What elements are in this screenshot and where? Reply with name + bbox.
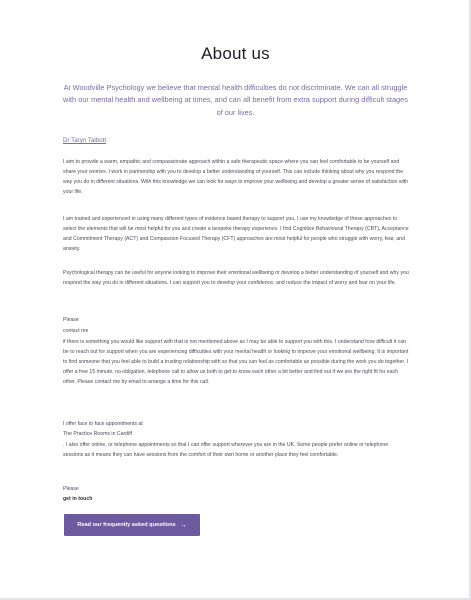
please-text: Please xyxy=(63,317,79,323)
practice-rooms-link[interactable]: The Practice Rooms in Cardiff xyxy=(63,431,133,437)
arrow-right-icon: → xyxy=(179,521,187,529)
paragraph-online-appointments: . I also offer online, or telephone appointments so that I can offer support wherever you are in the UK. Some people prefer online or telephone sessions as it means they can have sessions from the comfort of their own home or another place they feel comfortable. xyxy=(63,442,389,458)
offer-face-to-face-text: I offer face to face appointments at xyxy=(63,421,143,427)
paragraph-support-call: if there is something you would like support with that is not mentioned above as I may be able to support you with this. I understand how difficult it can be to reach out for support when you are experiencing difficulties with your mental health or looking to improve your emotional wellbeing. It is important to find someone that you feel able to build a trusting relationship with so that you can feel as comfortable as possible during the work you do together. I offer a free 15 minute, no obligation, telephone call to allow us both to get to know each other a bit better and find out if we are the right fit for each other. Please contact me by email to arrange a time for this call. xyxy=(63,339,409,385)
intro-statement: At Woodville Psychology we believe that mental health difficulties do not discriminate. We can all struggle with our mental health and wellbeing at times, and can all benefit from extra support during difficult stages of our lives. xyxy=(63,83,408,117)
get-in-touch-link[interactable]: get in touch xyxy=(63,496,93,502)
paragraph-therapy-benefits: Psychological therapy can be useful for anyone looking to improve their emotional wellbeing or develop a better understanding of yourself and why you respond the way you do in different situations. I can support you to develop your confidence, and reduce the impact of worry and fear on your life. xyxy=(63,270,409,286)
faq-button[interactable] xyxy=(64,514,200,536)
paragraph-approach: I aim to provide a warm, empathic and compassionate approach within a safe therapeutic space where you can feel comfortable to be yourself and share your worries. I work in partnership with you to develop a better understanding of yourself. This can include thinking about why you respond the way you do in different situations. With this knowledge we can look for ways to improve your wellbeing and develop a greater sense of satisfaction with your life. xyxy=(63,159,409,195)
contact-me-link[interactable]: contact me xyxy=(63,328,89,334)
page-title: About us xyxy=(201,44,270,63)
author-name-link[interactable]: Dr Taryn Talbott xyxy=(63,137,107,144)
faq-button-label: Read our frequently asked questions xyxy=(77,522,176,528)
please-text-2: Please xyxy=(63,486,79,492)
paragraph-training: I am trained and experienced in using many different types of evidence based therapy to support you. I use my knowledge of these approaches to select the elements that will be most helpful for you and create a bespoke therapy experience. I find Cognitive Behavioural Therapy (CBT), Acceptance and Commitment Therapy (ACT) and Compassion Focused Therapy (CFT) approaches are most helpful for people who struggle with worry, fear, and anxiety. xyxy=(63,216,409,252)
